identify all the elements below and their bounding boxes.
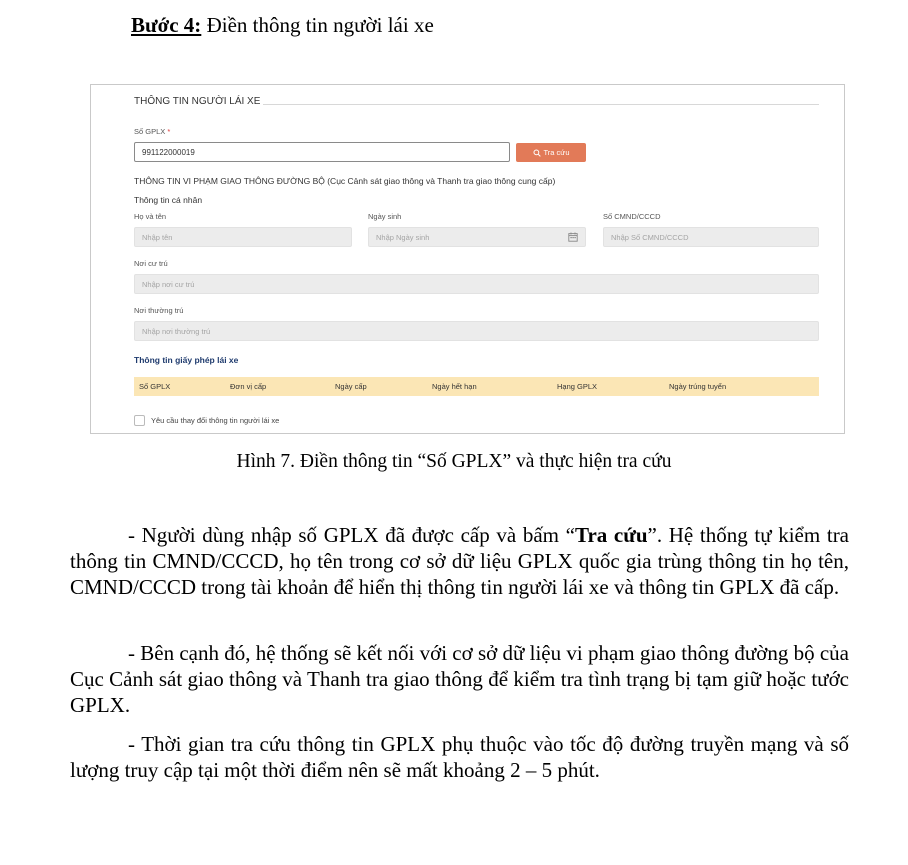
violation-section-title: THÔNG TIN VI PHẠM GIAO THÔNG ĐƯỜNG BỘ (Cục Cảnh sát giao thông và Thanh tra giao thông cung cấp) bbox=[134, 176, 556, 186]
col-pass-date: Ngày trúng tuyển bbox=[669, 382, 727, 391]
paragraph-2: - Bên cạnh đó, hệ thống sẽ kết nối với cơ sở dữ liệu vi phạm giao thông đường bộ của Cục Cảnh sát giao thông và Thanh tra giao thông để kiểm tra tình trạng bị tạm giữ hoặc tước GPLX. bbox=[70, 641, 849, 717]
permanent-address-input[interactable] bbox=[134, 321, 819, 341]
personal-info-title: Thông tin cá nhân bbox=[134, 195, 203, 205]
permanent-address-label: Nơi thường trú bbox=[134, 306, 184, 315]
id-number-input[interactable] bbox=[603, 227, 819, 247]
dob-input[interactable] bbox=[368, 227, 586, 247]
paragraph-1: - Người dùng nhập số GPLX đã được cấp và bấm “Tra cứu”. Hệ thống tự kiểm tra thông tin CMND/CCCD, họ tên trong cơ sở dữ liệu GPLX quốc gia trùng thông tin họ tên, CMND/CCCD trong tài khoản để hiển thị thông tin người lái xe và thông tin GPLX đã cấp. bbox=[70, 523, 850, 599]
id-number-label: Số CMND/CCCD bbox=[603, 212, 661, 221]
col-issuer: Đơn vị cấp bbox=[230, 382, 267, 391]
col-issue-date: Ngày cấp bbox=[335, 382, 367, 391]
residence-label: Nơi cư trú bbox=[134, 259, 168, 268]
figure-caption: Hình 7. Điền thông tin “Số GPLX” và thực hiện tra cứu bbox=[236, 451, 672, 472]
change-request-label: Yêu cầu thay đổi thông tin người lái xe bbox=[151, 416, 280, 425]
driver-info-form-screenshot bbox=[90, 84, 845, 434]
license-info-title: Thông tin giấy phép lái xe bbox=[134, 355, 239, 365]
section-divider bbox=[263, 104, 819, 105]
dob-label: Ngày sinh bbox=[368, 212, 402, 221]
col-license-class: Hạng GPLX bbox=[557, 382, 598, 391]
fullname-label: Họ và tên bbox=[134, 212, 167, 221]
fullname-input[interactable] bbox=[134, 227, 352, 247]
step-label: Bước 4: bbox=[131, 13, 202, 37]
col-gplx-number: Số GPLX bbox=[139, 382, 171, 391]
calendar-icon[interactable] bbox=[568, 232, 578, 242]
paragraph-3: - Thời gian tra cứu thông tin GPLX phụ thuộc vào tốc độ đường truyền mạng và số lượng truy cập tại một thời điểm nên sẽ mất khoảng 2 – 5 phút. bbox=[70, 732, 849, 782]
search-button[interactable] bbox=[516, 143, 586, 162]
step-text: Điền thông tin người lái xe bbox=[201, 13, 434, 37]
section-title: THÔNG TIN NGƯỜI LÁI XE bbox=[134, 96, 261, 107]
gplx-label: Số GPLX * bbox=[134, 127, 171, 136]
change-request-checkbox[interactable] bbox=[134, 415, 145, 426]
required-mark: * bbox=[165, 127, 171, 136]
residence-input[interactable] bbox=[134, 274, 819, 294]
search-term-bold: Tra cứu bbox=[575, 523, 648, 547]
license-table-header bbox=[134, 377, 819, 396]
search-button-label: Tra cứu bbox=[543, 148, 570, 157]
col-expiry-date: Ngày hết hạn bbox=[432, 382, 477, 391]
step-heading bbox=[131, 12, 434, 38]
change-request-row bbox=[134, 415, 279, 426]
search-icon bbox=[533, 149, 541, 157]
dob-field bbox=[368, 227, 586, 247]
gplx-number-input[interactable] bbox=[134, 142, 510, 162]
